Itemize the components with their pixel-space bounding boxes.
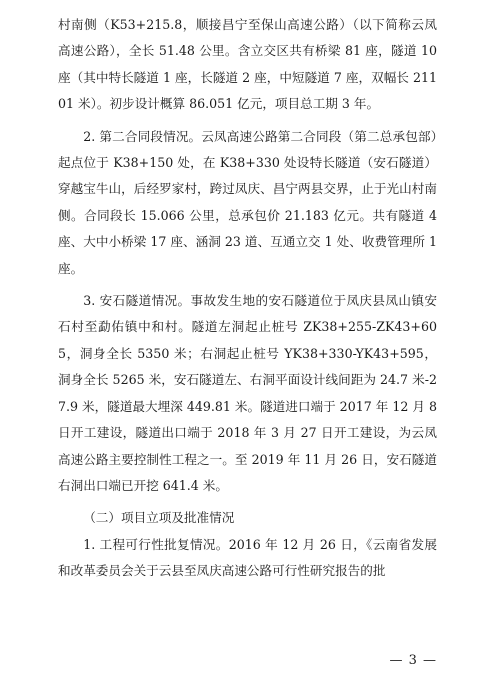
paragraph-second-contract-section: 2. 第二合同段情况。云凤高速公路第二合同段（第二总承包部）起点位于 K38+150 处，在 K38+330 处设特长隧道（安石隧道）穿越宝牛山，后经罗家村，跨过凤庆、昌宁两县交界，止于光山村南侧。合同段长 15.066 公里，总承包价 21.183 亿元。共有隧道 4 座、大中小桥梁 17 座、涵洞 23 道、互通立交 1 处、收费管理所 1 座。	[58, 128, 437, 276]
paragraph-feasibility-approval: 1. 工程可行性批复情况。2016 年 12 月 26 日，《云南省发展和改革委员会关于云县至凤庆高速公路可行性研究报告的批	[58, 536, 437, 579]
section-heading-project-approval: （二）项目立项及批准情况	[83, 510, 235, 526]
paragraph-project-overview: 村南侧（K53+215.8，顺接昌宁至保山高速公路）（以下简称云凤高速公路），全长 51.48 公里。含立交区共有桥梁 81 座，隧道 10 座（其中特长隧道 1 座，长隧道 2 座，中短隧道 7 座，双幅长 21101 米）。初步设计概算 86.051 亿元，项目总工期 3 年。	[58, 17, 437, 112]
page-number: — 3 —	[389, 653, 437, 668]
paragraph-anshi-tunnel: 3. 安石隧道情况。事故发生地的安石隧道位于凤庆县凤山镇安石村至勐佑镇中和村。隧道左洞起止桩号 ZK38+255-ZK43+605，洞身全长 5350 米；右洞起止桩号 YK38+330-YK43+595，洞身全长 5265 米，安石隧道左、右洞平面设计线间距为 24.7 米-27.9 米，隧道最大埋深 449.81 米。隧道进口端于 2017 年 12 月 8 日开工建设，隧道出口端于 2018 年 3 月 27 日开工建设，为云凤高速公路主要控制性工程之一。至 2019 年 11 月 26 日，安石隧道右洞出口端已开挖 641.4 米。	[58, 293, 437, 493]
